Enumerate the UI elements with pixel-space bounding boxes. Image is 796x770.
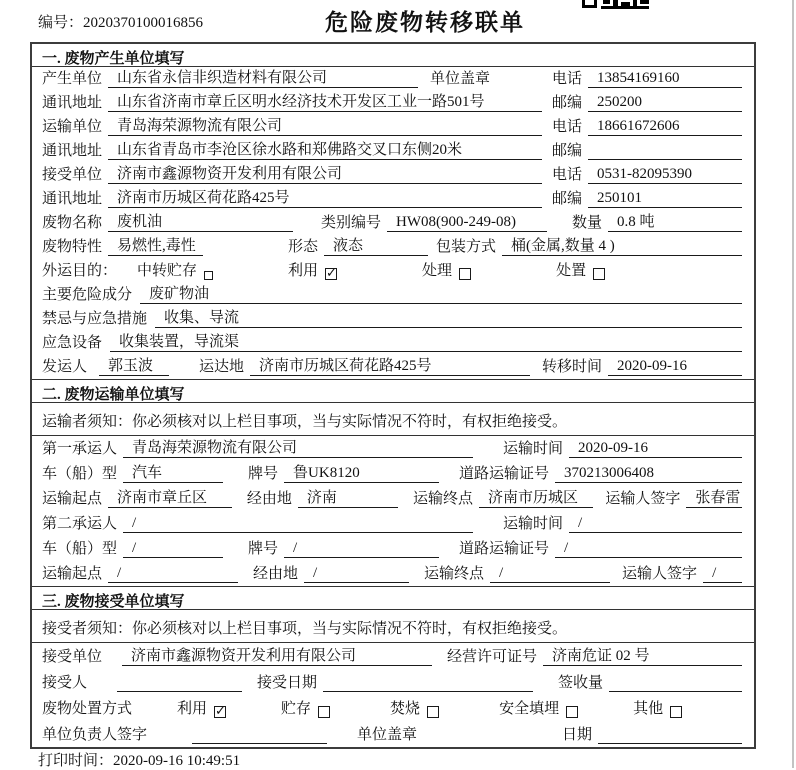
route-via-2-value: /	[304, 565, 409, 583]
receiver-phone-label: 电话	[552, 167, 583, 183]
qr-code-fragment-icon	[582, 0, 650, 10]
waste-form-label: 形态	[288, 239, 319, 255]
transporter-zip-label: 邮编	[552, 143, 583, 159]
producer-phone-label: 电话	[552, 71, 583, 87]
transporter-address-label: 通讯地址	[42, 143, 103, 159]
emergency-measures-value: 收集、导流	[155, 306, 742, 328]
plate-value: 鲁UK8120	[284, 461, 439, 483]
transporter-phone-label: 电话	[552, 119, 583, 135]
plate-label: 牌号	[248, 466, 279, 482]
permit-number-label: 经营许可证号	[447, 649, 538, 665]
road-license-2-label: 道路运输证号	[459, 541, 550, 557]
hazard-component-label: 主要危险成分	[42, 287, 133, 303]
permit-number-value: 济南危证 02 号	[543, 644, 742, 666]
transporter-value: 青岛海荣源物流有限公司	[108, 114, 542, 136]
row-accepting-unit	[32, 643, 754, 669]
row-dispatcher	[32, 355, 754, 379]
first-carrier-value: 青岛海荣源物流有限公司	[123, 436, 473, 458]
dispatcher-label: 发运人	[42, 359, 88, 375]
receiver-zip-label: 邮编	[552, 191, 583, 207]
disposal-method-label: 废物处置方式	[42, 701, 133, 717]
row-emergency-measures	[32, 307, 754, 331]
disposal-landfill-checkbox	[566, 706, 578, 718]
purpose-storage-checkbox	[204, 271, 213, 280]
serial-number	[38, 11, 203, 32]
print-time	[38, 749, 240, 770]
producer-address-value: 山东省济南市章丘区明水经济技术开发区工业一路501号	[108, 90, 542, 112]
unit-seal-label: 单位盖章	[357, 727, 418, 743]
row-vehicle-1	[32, 461, 754, 486]
row-acceptor	[32, 669, 754, 695]
receiver-address-label: 通讯地址	[42, 191, 103, 207]
responsible-signature-label: 单位负责人签字	[42, 727, 148, 743]
waste-name-label: 废物名称	[42, 215, 103, 231]
waste-property-value: 易燃性,毒性	[108, 234, 203, 256]
receiver-label: 接受单位	[42, 167, 103, 183]
route-start-value: 济南市章丘区	[108, 486, 232, 508]
transporter-address-value: 山东省青岛市李沧区徐水路和郑佛路交叉口东侧20米	[108, 138, 542, 160]
section-acceptance-header: 三. 废物接受单位填写	[32, 587, 754, 610]
first-carrier-label: 第一承运人	[42, 441, 118, 457]
purpose-option-storage-label: 中转贮存	[137, 263, 198, 279]
row-responsible-signature	[32, 721, 754, 747]
receiver-phone-value: 0531-82095390	[588, 166, 742, 184]
route-via-value: 济南	[298, 486, 398, 508]
emergency-equipment-value: 收集装置，导流渠	[110, 330, 742, 352]
vehicle-type-2-value: /	[123, 540, 223, 558]
vehicle-type-2-label: 车（船）型	[42, 541, 118, 557]
packaging-label: 包装方式	[436, 239, 497, 255]
road-license-2-value: /	[555, 540, 742, 558]
row-second-carrier	[32, 511, 754, 536]
transport-notice: 运输者须知：你必须核对以上栏目事项，当与实际情况不符时，有权拒绝接受。	[32, 403, 754, 436]
packaging-value: 桶(金属,数量 4 )	[502, 234, 742, 256]
disposal-other-label: 其他	[633, 701, 664, 717]
vehicle-type-label: 车（船）型	[42, 466, 118, 482]
row-route-1	[32, 486, 754, 511]
dispatcher-value: 郭玉波	[99, 354, 169, 376]
route-end-value: 济南市历城区	[479, 486, 593, 508]
print-time-value: 2020-09-16 10:49:51	[113, 753, 241, 769]
manifest-form	[30, 42, 756, 749]
producer-seal-label: 单位盖章	[430, 71, 491, 87]
row-receiver-address	[32, 187, 754, 211]
row-producer	[32, 67, 754, 91]
page-title: 危险废物转移联单	[325, 10, 525, 35]
route-end-2-value: /	[490, 565, 610, 583]
waste-name-value: 废机油	[108, 210, 293, 232]
waste-form-value: 液态	[324, 234, 428, 256]
receiver-address-value: 济南市历城区荷花路425号	[108, 186, 542, 208]
date-value	[598, 743, 742, 744]
transfer-purpose-label: 外运目的：	[42, 263, 118, 279]
producer-phone-value: 13854169160	[588, 70, 742, 88]
acceptor-value	[117, 691, 242, 692]
acceptance-notice: 接受者须知：你必须核对以上栏目事项，当与实际情况不符时，有权拒绝接受。	[32, 610, 754, 643]
carrier-signature-label: 运输人签字	[605, 491, 681, 507]
received-quantity-label: 签收量	[558, 675, 604, 691]
accepting-unit-label: 接受单位	[42, 649, 103, 665]
hazard-component-value: 废矿物油	[140, 282, 742, 304]
purpose-option-dispose-label: 处置	[556, 263, 587, 279]
transport-time-label: 运输时间	[503, 441, 564, 457]
destination-label: 运达地	[199, 359, 245, 375]
transfer-time-label: 转移时间	[542, 359, 603, 375]
disposal-other-checkbox	[670, 706, 682, 718]
carrier-signature-2-value: /	[703, 565, 742, 583]
acceptor-label: 接受人	[42, 675, 88, 691]
transporter-label: 运输单位	[42, 119, 103, 135]
producer-value: 山东省永信非织造材料有限公司	[108, 66, 418, 88]
transport-time-value: 2020-09-16	[569, 440, 742, 458]
second-carrier-value: /	[123, 515, 473, 533]
producer-zip-label: 邮编	[552, 95, 583, 111]
row-emergency-equipment	[32, 331, 754, 355]
serial-label: 编号：	[38, 15, 84, 31]
plate-2-label: 牌号	[248, 541, 279, 557]
disposal-storage-label: 贮存	[281, 701, 312, 717]
emergency-equipment-label: 应急设备	[42, 335, 103, 351]
row-waste-name	[32, 211, 754, 235]
second-carrier-label: 第二承运人	[42, 516, 118, 532]
producer-zip-value: 250200	[588, 94, 742, 112]
route-via-label: 经由地	[246, 491, 292, 507]
route-end-label: 运输终点	[412, 491, 473, 507]
producer-label: 产生单位	[42, 71, 103, 87]
accept-date-value	[323, 691, 533, 692]
receiver-zip-value: 250101	[588, 190, 742, 208]
responsible-signature-value	[192, 743, 327, 744]
transporter-phone-value: 18661672606	[588, 118, 742, 136]
route-via-2-label: 经由地	[253, 566, 299, 582]
waste-quantity-label: 数量	[572, 215, 603, 231]
row-transporter	[32, 115, 754, 139]
row-vehicle-2	[32, 536, 754, 561]
section-producer-header: 一. 废物产生单位填写	[32, 44, 754, 67]
waste-category-value: HW08(900-249-08)	[387, 214, 547, 232]
waste-quantity-value: 0.8 吨	[608, 210, 742, 232]
plate-2-value: /	[284, 540, 439, 558]
date-label: 日期	[562, 727, 593, 743]
destination-value: 济南市历城区荷花路425号	[250, 354, 530, 376]
section-acceptance	[32, 586, 754, 747]
disposal-storage-checkbox	[318, 706, 330, 718]
section-producer	[32, 44, 754, 379]
disposal-utilize-checkbox	[214, 706, 226, 718]
purpose-treat-checkbox	[459, 268, 471, 280]
row-route-2	[32, 561, 754, 586]
received-quantity-value	[609, 691, 742, 692]
receiver-value: 济南市鑫源物资开发利用有限公司	[108, 162, 542, 184]
section-transport-header: 二. 废物运输单位填写	[32, 380, 754, 403]
route-start-2-label: 运输起点	[42, 566, 103, 582]
carrier-signature-value: 张春雷	[686, 486, 742, 508]
route-end-2-label: 运输终点	[424, 566, 485, 582]
waste-category-label: 类别编号	[321, 215, 382, 231]
disposal-incinerate-checkbox	[427, 706, 439, 718]
page-edge-line	[792, 0, 794, 768]
emergency-measures-label: 禁忌与应急措施	[42, 311, 148, 327]
transport-time-2-value: /	[569, 515, 742, 533]
accepting-unit-value: 济南市鑫源物资开发利用有限公司	[122, 644, 432, 666]
purpose-utilize-checkbox	[325, 268, 337, 280]
carrier-signature-2-label: 运输人签字	[622, 566, 698, 582]
row-producer-address	[32, 91, 754, 115]
accept-date-label: 接受日期	[257, 675, 318, 691]
serial-value: 2020370100016856	[83, 15, 204, 31]
row-receiver	[32, 163, 754, 187]
row-disposal-method	[32, 695, 754, 721]
vehicle-type-value: 汽车	[123, 461, 223, 483]
route-start-label: 运输起点	[42, 491, 103, 507]
disposal-landfill-label: 安全填埋	[499, 701, 560, 717]
row-transporter-address	[32, 139, 754, 163]
transporter-zip-value	[588, 159, 742, 160]
row-first-carrier	[32, 436, 754, 461]
transport-time-2-label: 运输时间	[503, 516, 564, 532]
waste-property-label: 废物特性	[42, 239, 103, 255]
road-license-value: 370213006408	[555, 465, 742, 483]
producer-address-label: 通讯地址	[42, 95, 103, 111]
disposal-incinerate-label: 焚烧	[390, 701, 421, 717]
row-hazard-component	[32, 283, 754, 307]
disposal-utilize-label: 利用	[177, 701, 208, 717]
row-waste-property	[32, 235, 754, 259]
print-time-label: 打印时间：	[38, 753, 114, 769]
purpose-option-treat-label: 处理	[422, 263, 453, 279]
purpose-option-utilize-label: 利用	[288, 263, 319, 279]
road-license-label: 道路运输证号	[459, 466, 550, 482]
transfer-time-value: 2020-09-16	[608, 358, 742, 376]
row-transfer-purpose	[32, 259, 754, 283]
purpose-dispose-checkbox	[593, 268, 605, 280]
section-transport	[32, 379, 754, 586]
route-start-2-value: /	[108, 565, 238, 583]
